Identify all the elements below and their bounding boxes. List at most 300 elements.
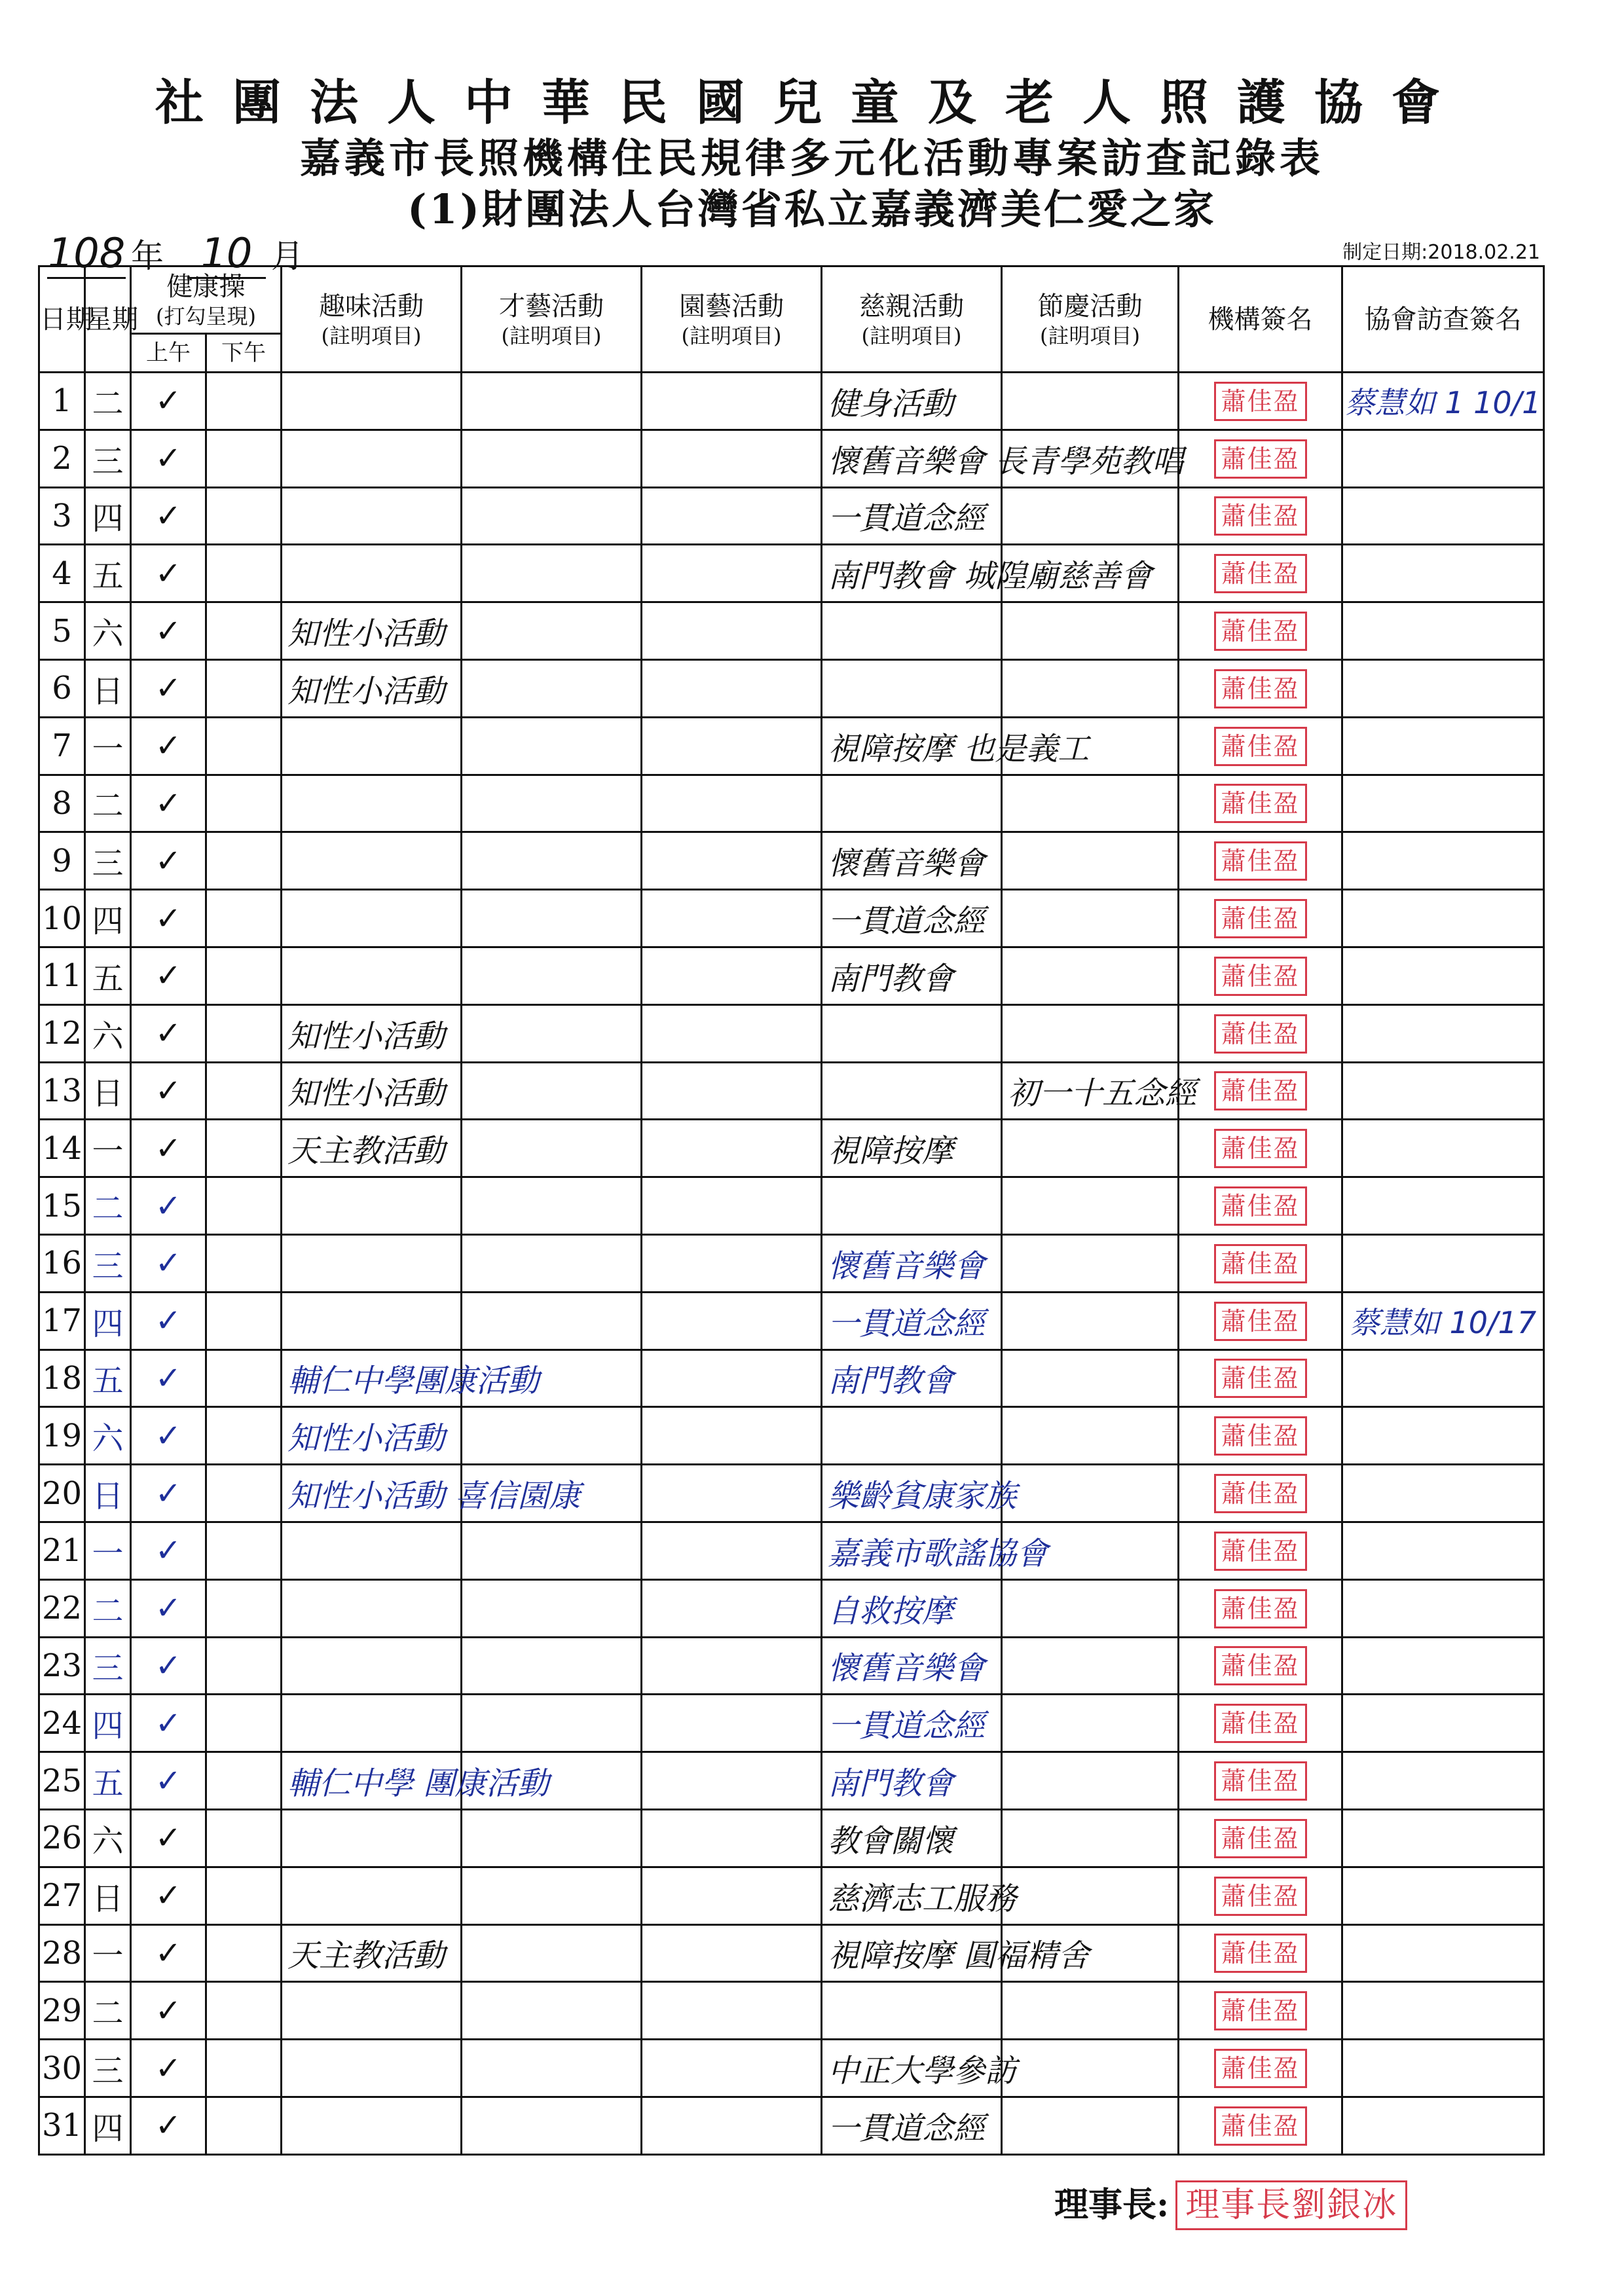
interest-activity-cell [282, 545, 462, 602]
table-row [39, 1177, 1544, 1235]
assoc-sign-cell [1342, 602, 1544, 660]
year-label: 年 [131, 237, 164, 275]
org-stamp: 蕭佳盈 [1214, 1991, 1307, 2030]
festival-activity-cell [1002, 1867, 1179, 1924]
chairman-label: 理事長: [1054, 2185, 1170, 2225]
talent-activity-cell [462, 1120, 642, 1177]
table-row [39, 1752, 1544, 1810]
garden-activity-cell [642, 2097, 822, 2154]
table-row [39, 373, 1544, 430]
day-cell: 23 [39, 1637, 85, 1695]
table-row [39, 1465, 1544, 1522]
family-activity-cell: 嘉義市歌謠協會 [822, 1522, 1002, 1579]
assoc-sign-cell [1342, 1924, 1544, 1982]
weekday-cell: 日 [85, 659, 131, 717]
festival-activity-cell [1002, 1120, 1179, 1177]
interest-activity-cell [282, 1982, 462, 2040]
table-row [39, 1349, 1544, 1407]
festival-activity-cell [1002, 775, 1179, 832]
talent-activity-cell [462, 1695, 642, 1752]
talent-activity-cell [462, 1234, 642, 1292]
talent-activity-cell [462, 373, 642, 430]
year-value: 108 [47, 229, 126, 279]
exercise-pm-cell [206, 602, 282, 660]
talent-activity-cell [462, 2097, 642, 2154]
garden-activity-cell [642, 1982, 822, 2040]
talent-activity-cell [462, 430, 642, 487]
table-row [39, 1924, 1544, 1982]
interest-activity-cell [282, 430, 462, 487]
garden-activity-cell [642, 1867, 822, 1924]
talent-activity-cell [462, 1924, 642, 1982]
org-sign-cell [1179, 1637, 1342, 1695]
weekday-cell: 六 [85, 602, 131, 660]
family-activity-cell [822, 1177, 1002, 1235]
col-exercise-sub: (打勾呈現) [156, 304, 256, 329]
exercise-pm-cell [206, 1465, 282, 1522]
interest-activity-cell [282, 1809, 462, 1867]
weekday-cell: 四 [85, 487, 131, 545]
table-row [39, 430, 1544, 487]
org-sign-cell [1179, 659, 1342, 717]
interest-activity-cell [282, 890, 462, 947]
family-activity-cell: 懷舊音樂會 [822, 1637, 1002, 1695]
exercise-pm-cell [206, 430, 282, 487]
festival-activity-cell [1002, 1752, 1179, 1810]
org-sign-cell [1179, 1579, 1342, 1637]
family-activity-cell: 懷舊音樂會 [822, 1234, 1002, 1292]
made-date: 制定日期:2018.02.21 [1342, 241, 1540, 264]
assoc-sign-cell [1342, 1004, 1544, 1062]
exercise-pm-cell [206, 545, 282, 602]
weekday-cell: 四 [85, 1695, 131, 1752]
col-garden [642, 266, 822, 373]
institution-title: (1)財團法人台灣省私立嘉義濟美仁愛之家 [407, 185, 1217, 233]
festival-activity-cell [1002, 1579, 1179, 1637]
day-cell: 18 [39, 1349, 85, 1407]
org-sign-cell [1179, 1924, 1342, 1982]
org-sign-cell [1179, 487, 1342, 545]
garden-activity-cell [642, 717, 822, 775]
weekday-cell: 三 [85, 2040, 131, 2097]
garden-activity-cell [642, 1695, 822, 1752]
table-row [39, 1062, 1544, 1120]
exercise-pm-cell [206, 1292, 282, 1349]
assoc-sign-cell [1342, 1867, 1544, 1924]
table-row [39, 1292, 1544, 1349]
assoc-sign-cell [1342, 1407, 1544, 1465]
org-stamp: 蕭佳盈 [1214, 669, 1307, 708]
exercise-am-cell: ✓ [131, 373, 206, 430]
garden-activity-cell [642, 1177, 822, 1235]
assoc-sign-cell [1342, 1234, 1544, 1292]
day-cell: 22 [39, 1579, 85, 1637]
assoc-sign-cell [1342, 1982, 1544, 2040]
table-row [39, 1695, 1544, 1752]
org-stamp: 蕭佳盈 [1214, 1244, 1307, 1283]
talent-activity-cell [462, 1637, 642, 1695]
weekday-cell: 五 [85, 1349, 131, 1407]
festival-activity-cell [1002, 1177, 1179, 1235]
col-exercise [131, 266, 282, 334]
weekday-cell: 二 [85, 373, 131, 430]
garden-activity-cell [642, 373, 822, 430]
exercise-pm-cell [206, 1120, 282, 1177]
family-activity-cell: 中正大學參訪 [822, 2040, 1002, 2097]
festival-activity-cell [1002, 487, 1179, 545]
day-cell: 5 [39, 602, 85, 660]
garden-activity-cell [642, 775, 822, 832]
weekday-cell: 六 [85, 1004, 131, 1062]
day-cell: 29 [39, 1982, 85, 2040]
weekday-cell: 六 [85, 1407, 131, 1465]
exercise-pm-cell [206, 832, 282, 890]
assoc-sign-cell [1342, 1062, 1544, 1120]
col-day: 日期 [39, 266, 85, 373]
assoc-sign-cell [1342, 890, 1544, 947]
col-org-sign: 機構簽名 [1179, 266, 1342, 373]
weekday-cell: 三 [85, 1637, 131, 1695]
interest-activity-cell [282, 487, 462, 545]
garden-activity-cell [642, 545, 822, 602]
org-title: 社團法人中華民國兒童及老人照護協會 [155, 75, 1469, 131]
garden-activity-cell [642, 602, 822, 660]
festival-activity-cell [1002, 832, 1179, 890]
festival-activity-cell [1002, 1292, 1179, 1349]
assoc-sign-cell [1342, 1292, 1544, 1349]
interest-activity-cell: 輔仁中學團康活動 [282, 1349, 462, 1407]
festival-activity-cell [1002, 1349, 1179, 1407]
interest-activity-cell [282, 1867, 462, 1924]
org-sign-cell [1179, 1177, 1342, 1235]
festival-activity-cell [1002, 1407, 1179, 1465]
day-cell: 19 [39, 1407, 85, 1465]
day-cell: 2 [39, 430, 85, 487]
exercise-am-cell: ✓ [131, 1695, 206, 1752]
talent-activity-cell [462, 487, 642, 545]
assoc-sign-cell [1342, 1522, 1544, 1579]
table-row [39, 1867, 1544, 1924]
exercise-pm-cell [206, 947, 282, 1004]
day-cell: 4 [39, 545, 85, 602]
org-stamp: 蕭佳盈 [1214, 1014, 1307, 1054]
org-sign-cell [1179, 1349, 1342, 1407]
org-sign-cell [1179, 1407, 1342, 1465]
day-cell: 15 [39, 1177, 85, 1235]
weekday-cell: 五 [85, 545, 131, 602]
festival-activity-cell [1002, 947, 1179, 1004]
exercise-am-cell: ✓ [131, 1465, 206, 1522]
org-stamp: 蕭佳盈 [1214, 496, 1307, 536]
weekday-cell: 日 [85, 1465, 131, 1522]
org-stamp: 蕭佳盈 [1214, 439, 1307, 479]
table-row [39, 890, 1544, 947]
weekday-cell: 一 [85, 1522, 131, 1579]
exercise-pm-cell [206, 1177, 282, 1235]
org-stamp: 蕭佳盈 [1214, 1877, 1307, 1916]
talent-activity-cell [462, 947, 642, 1004]
interest-activity-cell: 知性小活動 [282, 659, 462, 717]
assoc-signature: 蔡慧如 1 10/1 [1344, 385, 1541, 421]
org-stamp: 蕭佳盈 [1214, 1474, 1307, 1513]
family-activity-cell: 一貫道念經 [822, 2097, 1002, 2154]
talent-activity-cell [462, 1579, 642, 1637]
family-activity-cell: 一貫道念經 [822, 890, 1002, 947]
org-stamp: 蕭佳盈 [1214, 1819, 1307, 1858]
table-row [39, 602, 1544, 660]
org-sign-cell [1179, 1465, 1342, 1522]
assoc-sign-cell [1342, 2040, 1544, 2097]
day-cell: 26 [39, 1809, 85, 1867]
weekday-cell: 日 [85, 1867, 131, 1924]
talent-activity-cell [462, 1177, 642, 1235]
activity-log-table [38, 265, 1545, 2156]
chairman-signoff [1054, 2177, 1407, 2230]
col-weekday: 星期 [85, 266, 131, 373]
exercise-am-cell: ✓ [131, 545, 206, 602]
col-exercise-label: 健康操 [166, 272, 246, 302]
festival-activity-cell [1002, 1982, 1179, 2040]
exercise-pm-cell [206, 775, 282, 832]
org-stamp: 蕭佳盈 [1214, 382, 1307, 421]
family-activity-cell [822, 602, 1002, 660]
talent-activity-cell [462, 1292, 642, 1349]
talent-activity-cell [462, 1407, 642, 1465]
interest-activity-cell: 知性小活動 [282, 1407, 462, 1465]
exercise-am-cell: ✓ [131, 1120, 206, 1177]
festival-activity-cell [1002, 2097, 1179, 2154]
family-activity-cell: 一貫道念經 [822, 487, 1002, 545]
day-cell: 7 [39, 717, 85, 775]
table-row [39, 1522, 1544, 1579]
table-row [39, 487, 1544, 545]
family-activity-cell: 南門教會 [822, 1752, 1002, 1810]
family-activity-cell: 慈濟志工服務 [822, 1867, 1002, 1924]
table-header-row [39, 266, 1544, 334]
table-row [39, 717, 1544, 775]
exercise-am-cell: ✓ [131, 717, 206, 775]
org-stamp: 蕭佳盈 [1214, 554, 1307, 593]
garden-activity-cell [642, 487, 822, 545]
exercise-pm-cell [206, 1982, 282, 2040]
garden-activity-cell [642, 2040, 822, 2097]
interest-activity-cell: 知性小活動 [282, 1004, 462, 1062]
family-activity-cell: 健身活動 [822, 373, 1002, 430]
garden-activity-cell [642, 659, 822, 717]
weekday-cell: 三 [85, 832, 131, 890]
interest-activity-cell [282, 947, 462, 1004]
assoc-sign-cell [1342, 430, 1544, 487]
exercise-am-cell: ✓ [131, 2040, 206, 2097]
org-stamp: 蕭佳盈 [1214, 1704, 1307, 1743]
garden-activity-cell [642, 1120, 822, 1177]
exercise-am-cell: ✓ [131, 832, 206, 890]
day-cell: 12 [39, 1004, 85, 1062]
assoc-sign-cell [1342, 1637, 1544, 1695]
org-sign-cell [1179, 2040, 1342, 2097]
exercise-am-cell: ✓ [131, 1292, 206, 1349]
assoc-sign-cell [1342, 1579, 1544, 1637]
talent-activity-cell [462, 775, 642, 832]
day-cell: 14 [39, 1120, 85, 1177]
assoc-sign-cell [1342, 775, 1544, 832]
interest-activity-cell: 輔仁中學 團康活動 [282, 1752, 462, 1810]
exercise-pm-cell [206, 659, 282, 717]
garden-activity-cell [642, 1465, 822, 1522]
festival-activity-cell [1002, 1004, 1179, 1062]
family-activity-cell: 視障按摩 [822, 1120, 1002, 1177]
interest-activity-cell [282, 1695, 462, 1752]
table-row [39, 659, 1544, 717]
garden-activity-cell [642, 1062, 822, 1120]
talent-activity-cell [462, 1809, 642, 1867]
table-row [39, 1809, 1544, 1867]
talent-activity-cell [462, 832, 642, 890]
org-sign-cell [1179, 717, 1342, 775]
exercise-am-cell: ✓ [131, 1234, 206, 1292]
interest-activity-cell: 知性小活動 [282, 602, 462, 660]
day-cell: 11 [39, 947, 85, 1004]
interest-activity-cell [282, 1637, 462, 1695]
garden-activity-cell [642, 1407, 822, 1465]
exercise-pm-cell [206, 1867, 282, 1924]
table-row [39, 947, 1544, 1004]
assoc-sign-cell [1342, 659, 1544, 717]
exercise-am-cell: ✓ [131, 1579, 206, 1637]
talent-activity-cell [462, 602, 642, 660]
org-stamp: 蕭佳盈 [1214, 841, 1307, 881]
assoc-sign-cell [1342, 1695, 1544, 1752]
talent-activity-cell [462, 1982, 642, 2040]
festival-activity-cell [1002, 373, 1179, 430]
org-stamp: 蕭佳盈 [1214, 727, 1307, 766]
assoc-sign-cell [1342, 1177, 1544, 1235]
org-stamp: 蕭佳盈 [1214, 1359, 1307, 1398]
col-assoc-sign: 協會訪查簽名 [1342, 266, 1544, 373]
org-stamp: 蕭佳盈 [1214, 1589, 1307, 1628]
family-activity-cell: 一貫道念經 [822, 1292, 1002, 1349]
talent-activity-cell [462, 1004, 642, 1062]
org-sign-cell [1179, 1982, 1342, 2040]
col-festival-label: 節慶活動 [1037, 291, 1143, 321]
garden-activity-cell [642, 1924, 822, 1982]
weekday-cell: 二 [85, 775, 131, 832]
garden-activity-cell [642, 890, 822, 947]
day-cell: 24 [39, 1695, 85, 1752]
weekday-cell: 一 [85, 1120, 131, 1177]
org-sign-cell [1179, 1120, 1342, 1177]
exercise-am-cell: ✓ [131, 1177, 206, 1235]
org-sign-cell [1179, 1522, 1342, 1579]
exercise-am-cell: ✓ [131, 1752, 206, 1810]
org-sign-cell [1179, 1695, 1342, 1752]
table-row [39, 2097, 1544, 2154]
exercise-am-cell: ✓ [131, 890, 206, 947]
family-activity-cell: 視障按摩 圓福精舍 [822, 1924, 1002, 1982]
family-activity-cell [822, 1004, 1002, 1062]
org-stamp: 蕭佳盈 [1214, 1416, 1307, 1456]
festival-activity-cell [1002, 1809, 1179, 1867]
exercise-pm-cell [206, 373, 282, 430]
talent-activity-cell [462, 1522, 642, 1579]
family-activity-cell: 教會關懷 [822, 1809, 1002, 1867]
col-am: 上午 [131, 334, 206, 373]
weekday-cell: 二 [85, 1177, 131, 1235]
col-talent [462, 266, 642, 373]
table-row [39, 775, 1544, 832]
org-sign-cell [1179, 2097, 1342, 2154]
garden-activity-cell [642, 1004, 822, 1062]
col-festival [1002, 266, 1179, 373]
chairman-stamp: 理事長劉銀冰 [1175, 2180, 1407, 2230]
exercise-am-cell: ✓ [131, 775, 206, 832]
exercise-am-cell: ✓ [131, 487, 206, 545]
assoc-sign-cell [1342, 717, 1544, 775]
day-cell: 13 [39, 1062, 85, 1120]
exercise-pm-cell [206, 1062, 282, 1120]
weekday-cell: 二 [85, 1579, 131, 1637]
family-activity-cell [822, 1407, 1002, 1465]
weekday-cell: 一 [85, 1924, 131, 1982]
table-row [39, 832, 1544, 890]
org-sign-cell [1179, 545, 1342, 602]
exercise-am-cell: ✓ [131, 1522, 206, 1579]
festival-activity-cell: 初一十五念經 [1002, 1062, 1179, 1120]
table-row [39, 545, 1544, 602]
exercise-am-cell: ✓ [131, 602, 206, 660]
assoc-sign-cell [1342, 2097, 1544, 2154]
exercise-am-cell: ✓ [131, 1637, 206, 1695]
org-sign-cell [1179, 890, 1342, 947]
day-cell: 21 [39, 1522, 85, 1579]
exercise-am-cell: ✓ [131, 1349, 206, 1407]
org-stamp: 蕭佳盈 [1214, 612, 1307, 651]
talent-activity-cell [462, 2040, 642, 2097]
day-cell: 20 [39, 1465, 85, 1522]
org-sign-cell [1179, 1809, 1342, 1867]
table-row [39, 1407, 1544, 1465]
org-sign-cell [1179, 1752, 1342, 1810]
talent-activity-cell [462, 717, 642, 775]
org-sign-cell [1179, 373, 1342, 430]
day-cell: 16 [39, 1234, 85, 1292]
org-stamp: 蕭佳盈 [1214, 1071, 1307, 1111]
org-sign-cell [1179, 1292, 1342, 1349]
festival-activity-cell [1002, 659, 1179, 717]
exercise-pm-cell [206, 1349, 282, 1407]
assoc-sign-cell [1342, 487, 1544, 545]
day-cell: 8 [39, 775, 85, 832]
interest-activity-cell [282, 2040, 462, 2097]
org-stamp: 蕭佳盈 [1214, 2049, 1307, 2088]
talent-activity-cell [462, 545, 642, 602]
weekday-cell: 四 [85, 1292, 131, 1349]
festival-activity-cell [1002, 1637, 1179, 1695]
interest-activity-cell [282, 373, 462, 430]
garden-activity-cell [642, 1522, 822, 1579]
table-row [39, 1579, 1544, 1637]
weekday-cell: 三 [85, 430, 131, 487]
table-row [39, 1120, 1544, 1177]
weekday-cell: 五 [85, 1752, 131, 1810]
col-family-note: (註明項目) [861, 323, 962, 348]
interest-activity-cell [282, 717, 462, 775]
festival-activity-cell [1002, 2040, 1179, 2097]
exercise-pm-cell [206, 717, 282, 775]
assoc-sign-cell [1342, 1809, 1544, 1867]
garden-activity-cell [642, 1752, 822, 1810]
family-activity-cell: 南門教會 [822, 947, 1002, 1004]
